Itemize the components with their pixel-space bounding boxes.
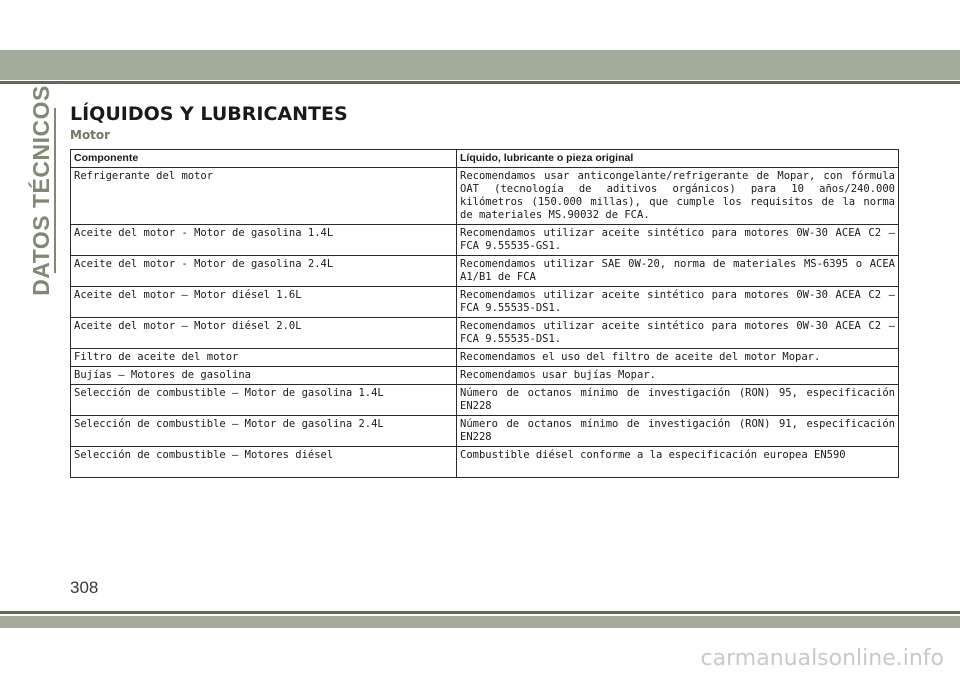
cell-value: Número de octanos mínimo de investigación (RON) 95, especificación EN228 (457, 385, 899, 416)
cell-component: Aceite del motor - Motor de gasolina 2.4L (71, 256, 457, 287)
cell-component: Aceite del motor – Motor diésel 1.6L (71, 287, 457, 318)
page-title: LÍQUIDOS Y LUBRICANTES (70, 103, 348, 125)
header-rule (0, 81, 960, 84)
cell-value: Recomendamos usar bujías Mopar. (457, 367, 899, 385)
cell-component: Filtro de aceite del motor (71, 349, 457, 367)
cell-value: Recomendamos utilizar SAE 0W-20, norma de materiales MS-6395 o ACEA A1/B1 de FCA (457, 256, 899, 287)
section-title: Motor (70, 128, 111, 142)
column-header-component: Componente (71, 150, 457, 168)
table-row (71, 225, 899, 256)
cell-value: Recomendamos utilizar aceite sintético para motores 0W-30 ACEA C2 – FCA 9.55535-DS1. (457, 318, 899, 349)
table-row (71, 447, 899, 478)
column-header-fluid: Líquido, lubricante o pieza original (457, 150, 899, 168)
cell-value: Combustible diésel conforme a la especificación europea EN590 (457, 447, 899, 478)
cell-value: Número de octanos mínimo de investigación (RON) 91, especificación EN228 (457, 416, 899, 447)
page-number: 308 (70, 578, 99, 597)
cell-component: Refrigerante del motor (71, 168, 457, 225)
table-row (71, 256, 899, 287)
side-section-title-text: DATOS TÉCNICOS (27, 85, 54, 296)
table-row (71, 287, 899, 318)
table-row (71, 168, 899, 225)
cell-component: Selección de combustible – Motor de gasolina 1.4L (71, 385, 457, 416)
table-row (71, 416, 899, 447)
fluids-table (70, 149, 899, 478)
cell-value: Recomendamos el uso del filtro de aceite del motor Mopar. (457, 349, 899, 367)
cell-value: Recomendamos utilizar aceite sintético para motores 0W-30 ACEA C2 – FCA 9.55535-DS1. (457, 287, 899, 318)
table-row (71, 318, 899, 349)
cell-component: Aceite del motor – Motor diésel 2.0L (71, 318, 457, 349)
side-rule (54, 108, 56, 273)
watermark: carmanualsonline.info (700, 646, 944, 671)
table-row (71, 385, 899, 416)
footer-rule (0, 611, 960, 614)
side-section-title (26, 85, 56, 296)
table-row (71, 367, 899, 385)
footer-band (0, 616, 960, 628)
table-header-row (71, 150, 899, 168)
cell-value: Recomendamos usar anticongelante/refrigerante de Mopar, con fórmula OAT (tecnología de aditivos orgánicos) para 10 años/240.000 kilómetros (150.000 millas), que cumple los requisitos de la norma de materiales MS.90032 de FCA. (457, 168, 899, 225)
cell-component: Aceite del motor - Motor de gasolina 1.4L (71, 225, 457, 256)
table-row (71, 349, 899, 367)
cell-value: Recomendamos utilizar aceite sintético para motores 0W-30 ACEA C2 – FCA 9.55535-GS1. (457, 225, 899, 256)
cell-component: Bujías – Motores de gasolina (71, 367, 457, 385)
cell-component: Selección de combustible – Motor de gasolina 2.4L (71, 416, 457, 447)
header-band (0, 50, 960, 80)
cell-component: Selección de combustible – Motores diésel (71, 447, 457, 478)
